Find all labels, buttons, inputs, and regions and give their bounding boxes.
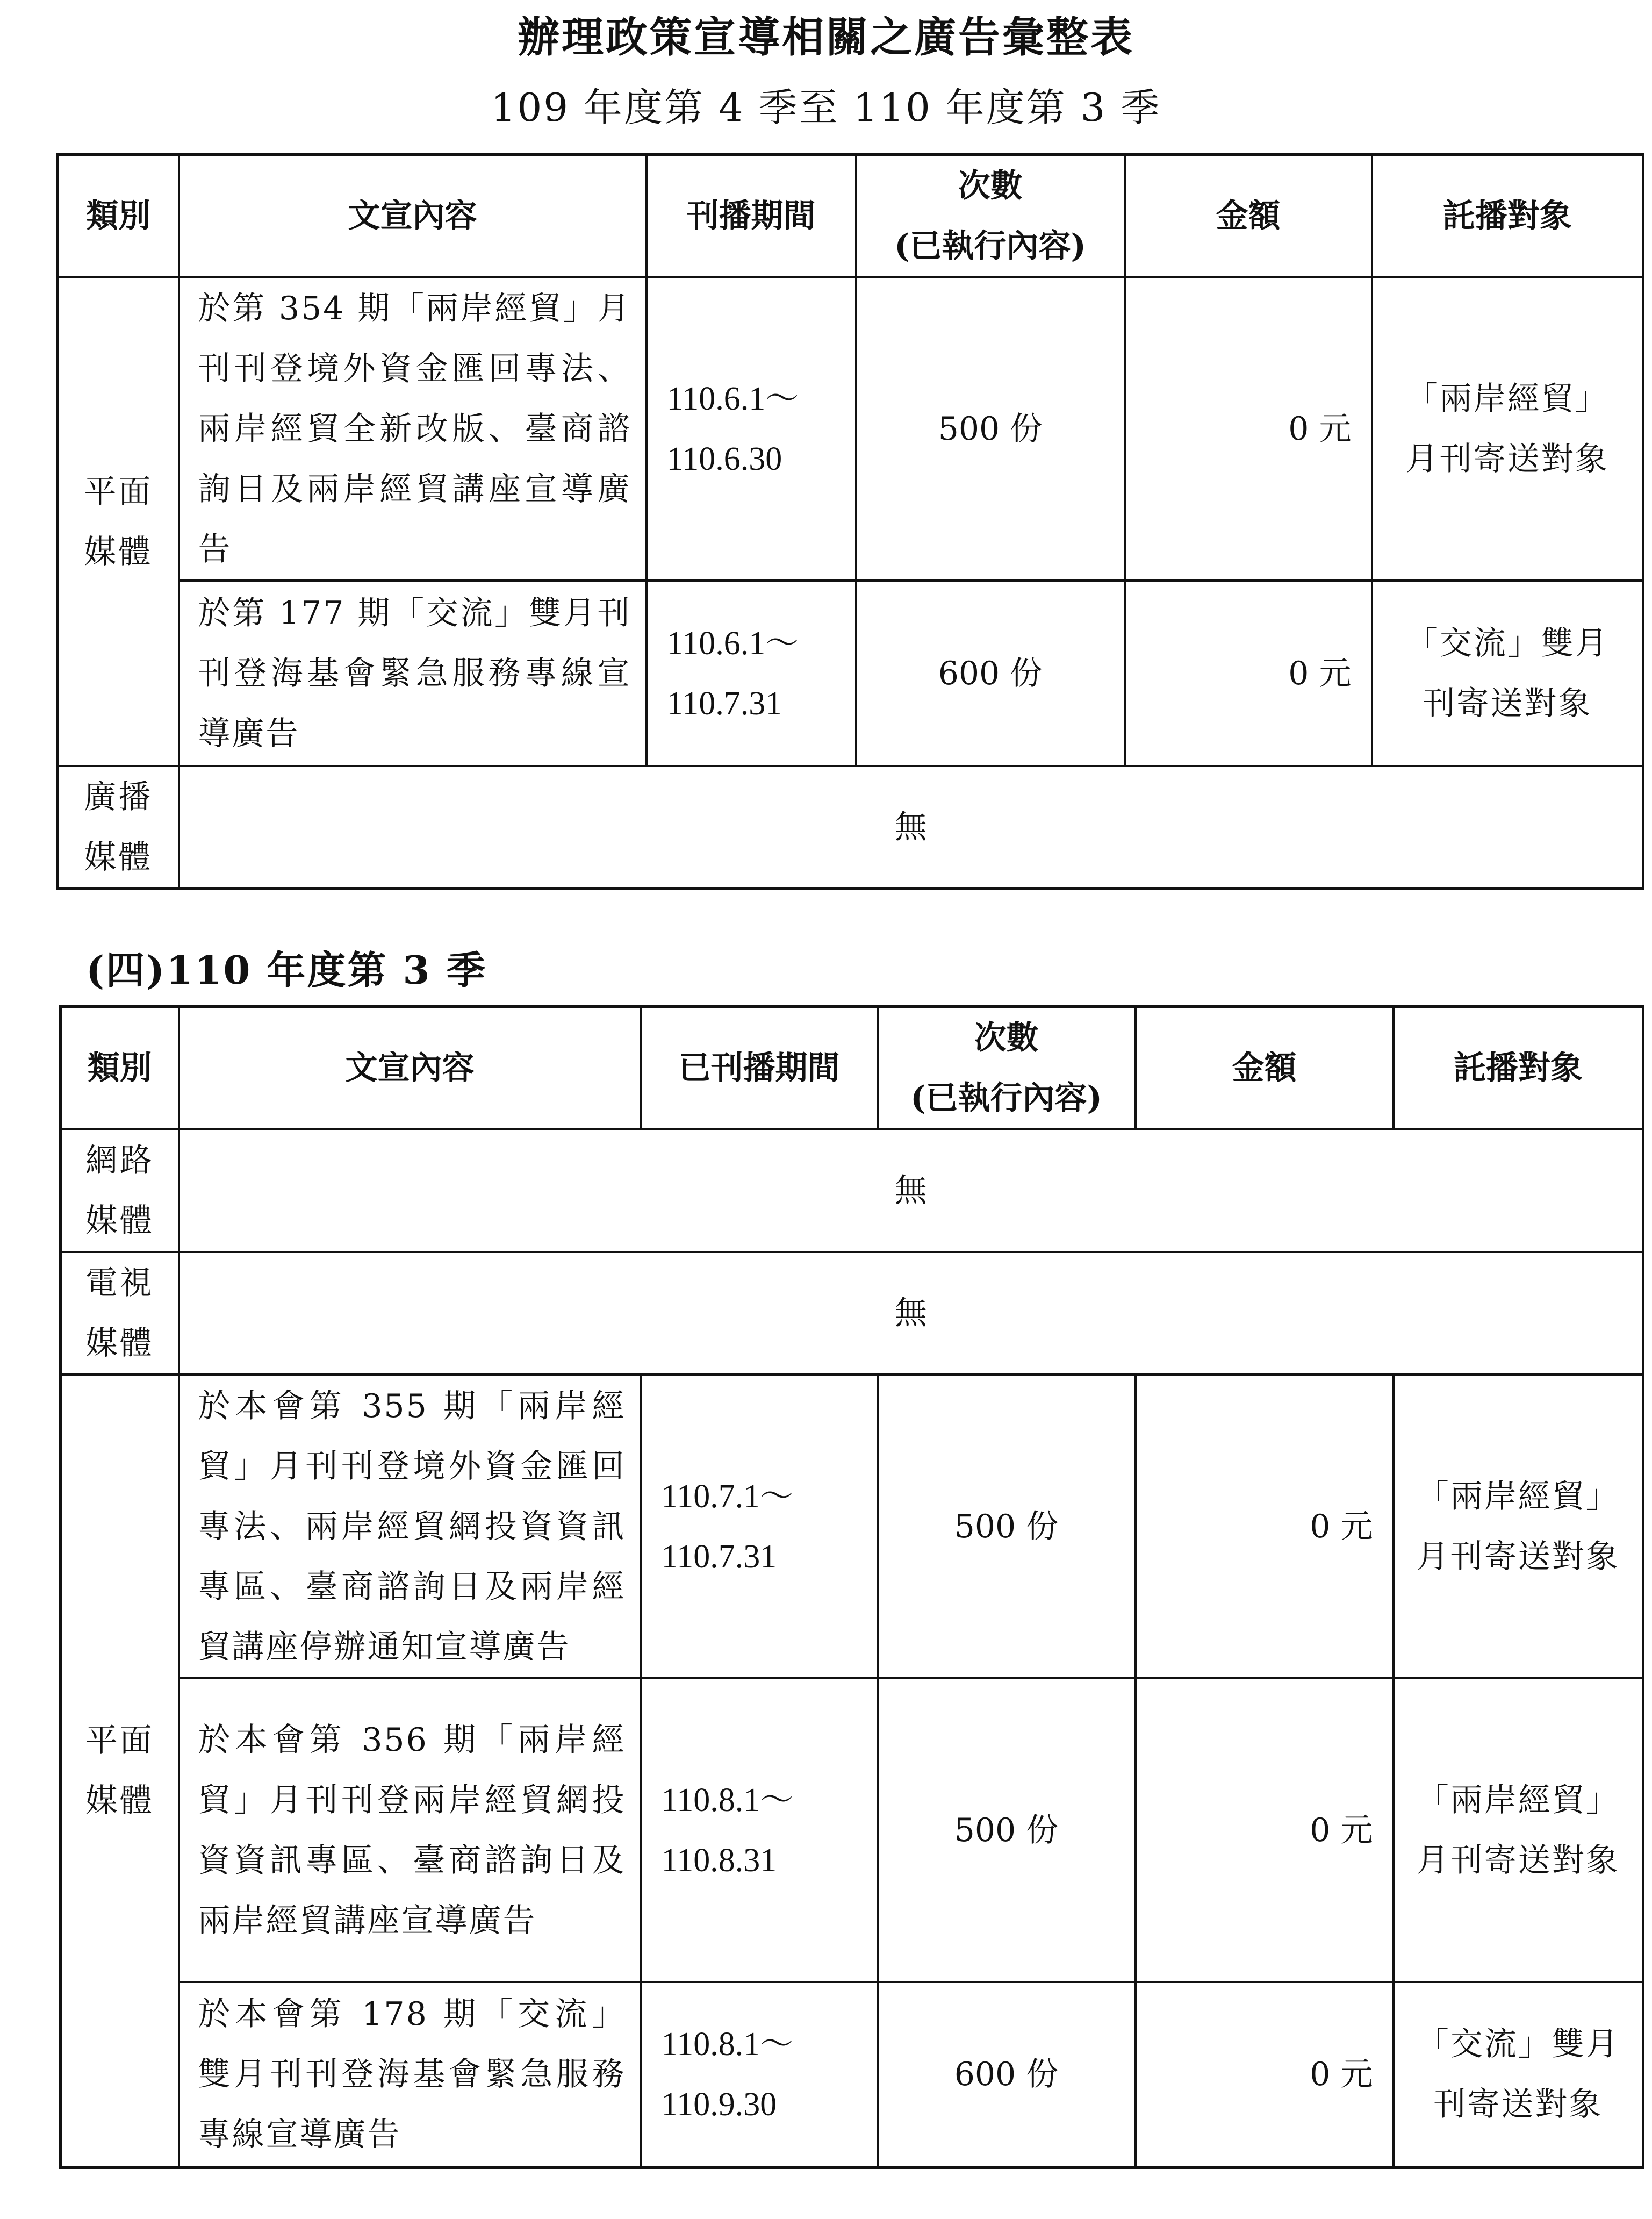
header-period: 刊播期間 (647, 155, 856, 278)
header-category: 類別 (61, 1007, 179, 1130)
count-cell: 500 份 (878, 1375, 1136, 1678)
amount-cell: 0 元 (1125, 581, 1372, 766)
document-title: 辦理政策宣導相關之廣告彙整表 (517, 13, 1134, 62)
header-count-line2: (已執行內容) (894, 227, 1086, 265)
table-header-row (58, 155, 1643, 278)
amount-cell: 0 元 (1136, 1982, 1394, 2167)
header-count (856, 155, 1125, 278)
target-cell: 「兩岸經貿」 月刊寄送對象 (1394, 1678, 1643, 1982)
section-heading-q3: (四)110 年度第 3 季 (86, 947, 487, 993)
header-target: 託播對象 (1372, 155, 1643, 278)
target-cell: 「兩岸經貿」 月刊寄送對象 (1394, 1375, 1643, 1678)
content-cell: 於本會第 178 期「交流」雙月刊刊登海基會緊急服務專線宣導廣告 (179, 1982, 641, 2167)
category-print-media: 平面 媒體 (58, 277, 179, 766)
tv-none-value: 無 (179, 1252, 1643, 1375)
period-cell: 110.7.1～ 110.7.31 (641, 1375, 878, 1678)
header-amount: 金額 (1125, 155, 1372, 278)
count-cell: 500 份 (878, 1678, 1136, 1982)
header-count (878, 1007, 1136, 1130)
category-broadcast-media: 廣播 媒體 (58, 766, 179, 889)
category-tv-media: 電視 媒體 (61, 1252, 179, 1375)
content-cell: 於本會第 356 期「兩岸經貿」月刊刊登兩岸經貿網投資資訊專區、臺商諮詢日及兩岸經貿講座宣導廣告 (179, 1678, 641, 1982)
target-cell: 「交流」雙月 刊寄送對象 (1372, 581, 1643, 766)
table-row (58, 766, 1643, 889)
table-row (61, 1375, 1643, 1678)
table-row (61, 1129, 1643, 1252)
header-target: 託播對象 (1394, 1007, 1643, 1130)
header-category: 類別 (58, 155, 179, 278)
header-count-line1: 次數 (958, 167, 1023, 205)
period-cell: 110.8.1～ 110.9.30 (641, 1982, 878, 2167)
count-cell: 600 份 (856, 581, 1125, 766)
ad-table-q4-q3 (56, 153, 1644, 890)
table-row (61, 1982, 1643, 2167)
ad-table-110-q3 (59, 1005, 1644, 2169)
content-cell: 於第 177 期「交流」雙月刊刊登海基會緊急服務專線宣導廣告 (179, 581, 647, 766)
header-count-line2: (已執行內容) (910, 1079, 1102, 1117)
content-cell: 於第 354 期「兩岸經貿」月刊刊登境外資金匯回專法、兩岸經貿全新改版、臺商諮詢日及兩岸經貿講座宣導廣告 (179, 277, 647, 581)
category-internet-media: 網路 媒體 (61, 1129, 179, 1252)
count-cell: 600 份 (878, 1982, 1136, 2167)
period-cell: 110.8.1～ 110.8.31 (641, 1678, 878, 1982)
count-cell: 500 份 (856, 277, 1125, 581)
internet-none-value: 無 (179, 1129, 1643, 1252)
header-content: 文宣內容 (179, 1007, 641, 1130)
header-period: 已刊播期間 (641, 1007, 878, 1130)
header-content: 文宣內容 (179, 155, 647, 278)
table-header-row (61, 1007, 1643, 1130)
amount-cell: 0 元 (1136, 1375, 1394, 1678)
category-print-media: 平面 媒體 (61, 1375, 179, 2167)
period-cell: 110.6.1～ 110.6.30 (647, 277, 856, 581)
target-cell: 「交流」雙月 刊寄送對象 (1394, 1982, 1643, 2167)
table-row (58, 581, 1643, 766)
table-row (61, 1678, 1643, 1982)
content-cell: 於本會第 355 期「兩岸經貿」月刊刊登境外資金匯回專法、兩岸經貿網投資資訊專區、臺商諮詢日及兩岸經貿講座停辦通知宣導廣告 (179, 1375, 641, 1678)
table-row (58, 277, 1643, 581)
broadcast-none-value: 無 (179, 766, 1643, 889)
document-subtitle: 109 年度第 4 季至 110 年度第 3 季 (491, 85, 1161, 130)
target-cell: 「兩岸經貿」 月刊寄送對象 (1372, 277, 1643, 581)
amount-cell: 0 元 (1136, 1678, 1394, 1982)
header-count-line1: 次數 (974, 1019, 1039, 1057)
amount-cell: 0 元 (1125, 277, 1372, 581)
period-cell: 110.6.1～ 110.7.31 (647, 581, 856, 766)
table-row (61, 1252, 1643, 1375)
header-amount: 金額 (1136, 1007, 1394, 1130)
